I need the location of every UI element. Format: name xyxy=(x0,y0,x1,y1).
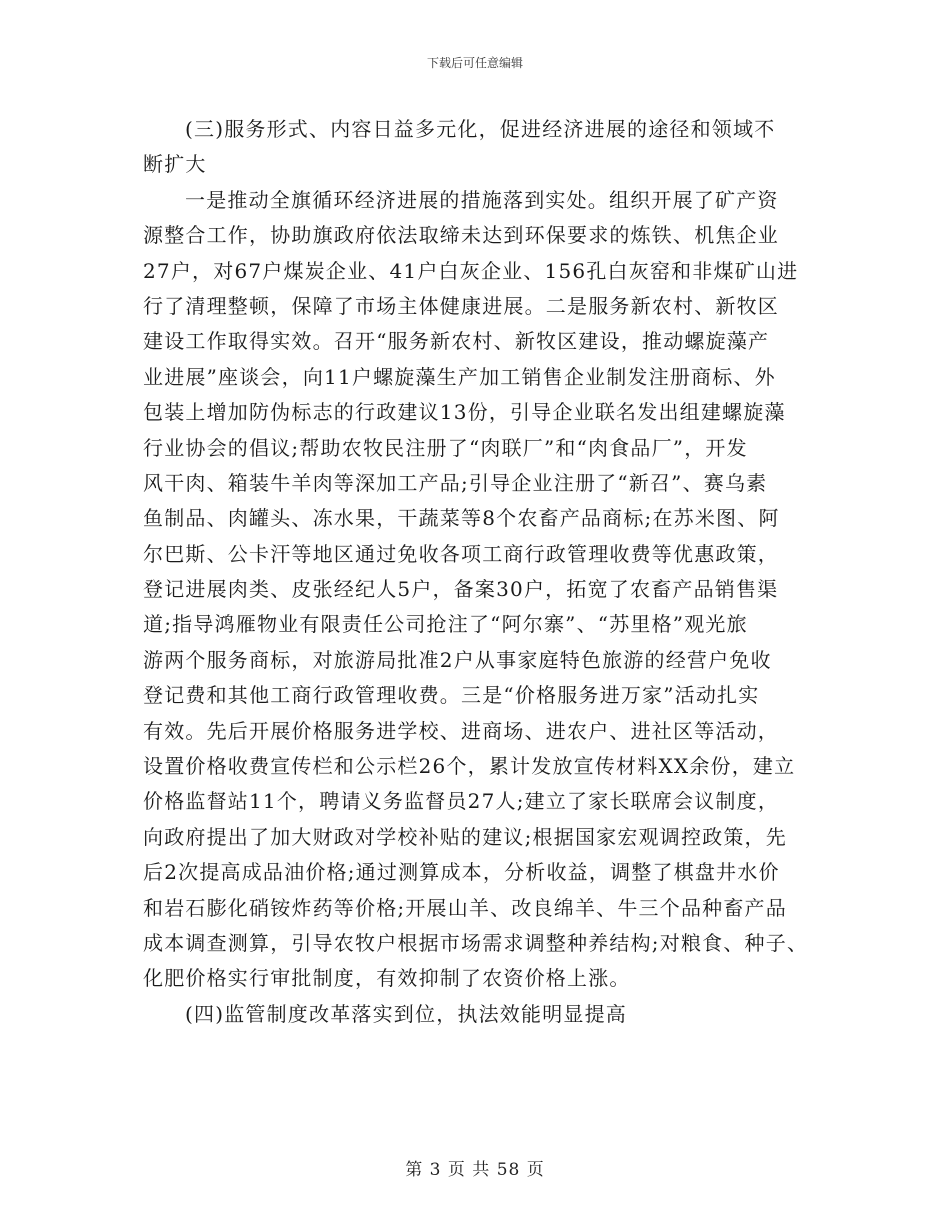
text-line: 和岩石膨化硝铵炸药等价格;开展山羊、改良绵羊、牛三个品种畜产品 xyxy=(143,895,787,920)
text-line: 业进展”座谈会，向11户螺旋藻生产加工销售企业制发注册商标、外 xyxy=(143,364,776,389)
text-line: 有效。先后开展价格服务进学校、进商场、进农户、进社区等活动， xyxy=(143,718,779,743)
page-header: 下载后可任意编辑 xyxy=(426,56,523,70)
text-line: 断扩大 xyxy=(143,152,207,177)
text-line: 向政府提出了加大财政对学校补贴的建议;根据国家宏观调控政策，先 xyxy=(143,824,787,849)
text-line: 化肥价格实行审批制度，有效抑制了农资价格上涨。 xyxy=(143,966,631,991)
paragraph-start: 一是推动全旗循环经济进展的措施落到实处。组织开展了矿产资 xyxy=(185,187,779,212)
page-number-footer: 第 3 页 共 58 页 xyxy=(405,1160,545,1180)
text-line: 建设工作取得实效。召开“服务新农村、新牧区建设，推动螺旋藻产 xyxy=(143,329,770,354)
text-line: 行了清理整顿，保障了市场主体健康进展。二是服务新农村、新牧区 xyxy=(143,293,779,318)
text-line: 登记进展肉类、皮张经纪人5户，备案30户，拓宽了农畜产品销售渠 xyxy=(143,577,779,602)
text-line: 后2次提高成品油价格;通过测算成本，分析收益，调整了棋盘井水价 xyxy=(143,860,780,885)
text-line: 尔巴斯、公卡汗等地区通过免收各项工商行政管理收费等优惠政策， xyxy=(143,541,779,566)
text-line: 源整合工作，协助旗政府依法取缔未达到环保要求的炼铁、机焦企业 xyxy=(143,223,779,248)
document-body xyxy=(143,112,843,1032)
text-line: 包装上增加防伪标志的行政建议13份，引导企业联名发出组建螺旋藻 xyxy=(143,400,786,425)
text-line: 成本调查测算，引导农牧户根据市场需求调整种养结构;对粮食、种子、 xyxy=(143,930,809,955)
text-line: 行业协会的倡议;帮助农牧民注册了“肉联厂”和“肉食品厂”，开发 xyxy=(143,435,748,460)
text-line: 设置价格收费宣传栏和公示栏26个，累计发放宣传材料XX余份，建立 xyxy=(143,754,796,779)
text-line: 登记费和其他工商行政管理收费。三是“价格服务进万家”活动扎实 xyxy=(143,683,760,708)
text-line: 游两个服务商标，对旅游局批准2户从事家庭特色旅游的经营户免收 xyxy=(143,647,772,672)
text-line: 价格监督站11个，聘请义务监督员27人;建立了家长联席会议制度， xyxy=(143,789,780,814)
text-line: 鱼制品、肉罐头、冻水果，干蔬菜等8个农畜产品商标;在苏米图、阿 xyxy=(143,506,780,531)
section-heading: (三)服务形式、内容日益多元化，促进经济进展的途径和领域不 xyxy=(185,117,776,141)
section-heading: (四)监管制度改革落实到位，执法效能明显提高 xyxy=(185,1001,628,1026)
text-line: 道;指导鸿雁物业有限责任公司抢注了“阿尔寨”、“苏里格”观光旅 xyxy=(143,612,748,637)
text-line: 27户，对67户煤炭企业、41户白灰企业、156孔白灰窑和非煤矿山进 xyxy=(143,258,799,283)
text-line: 风干肉、箱装牛羊肉等深加工产品;引导企业注册了“新召”、赛乌素 xyxy=(143,470,768,495)
